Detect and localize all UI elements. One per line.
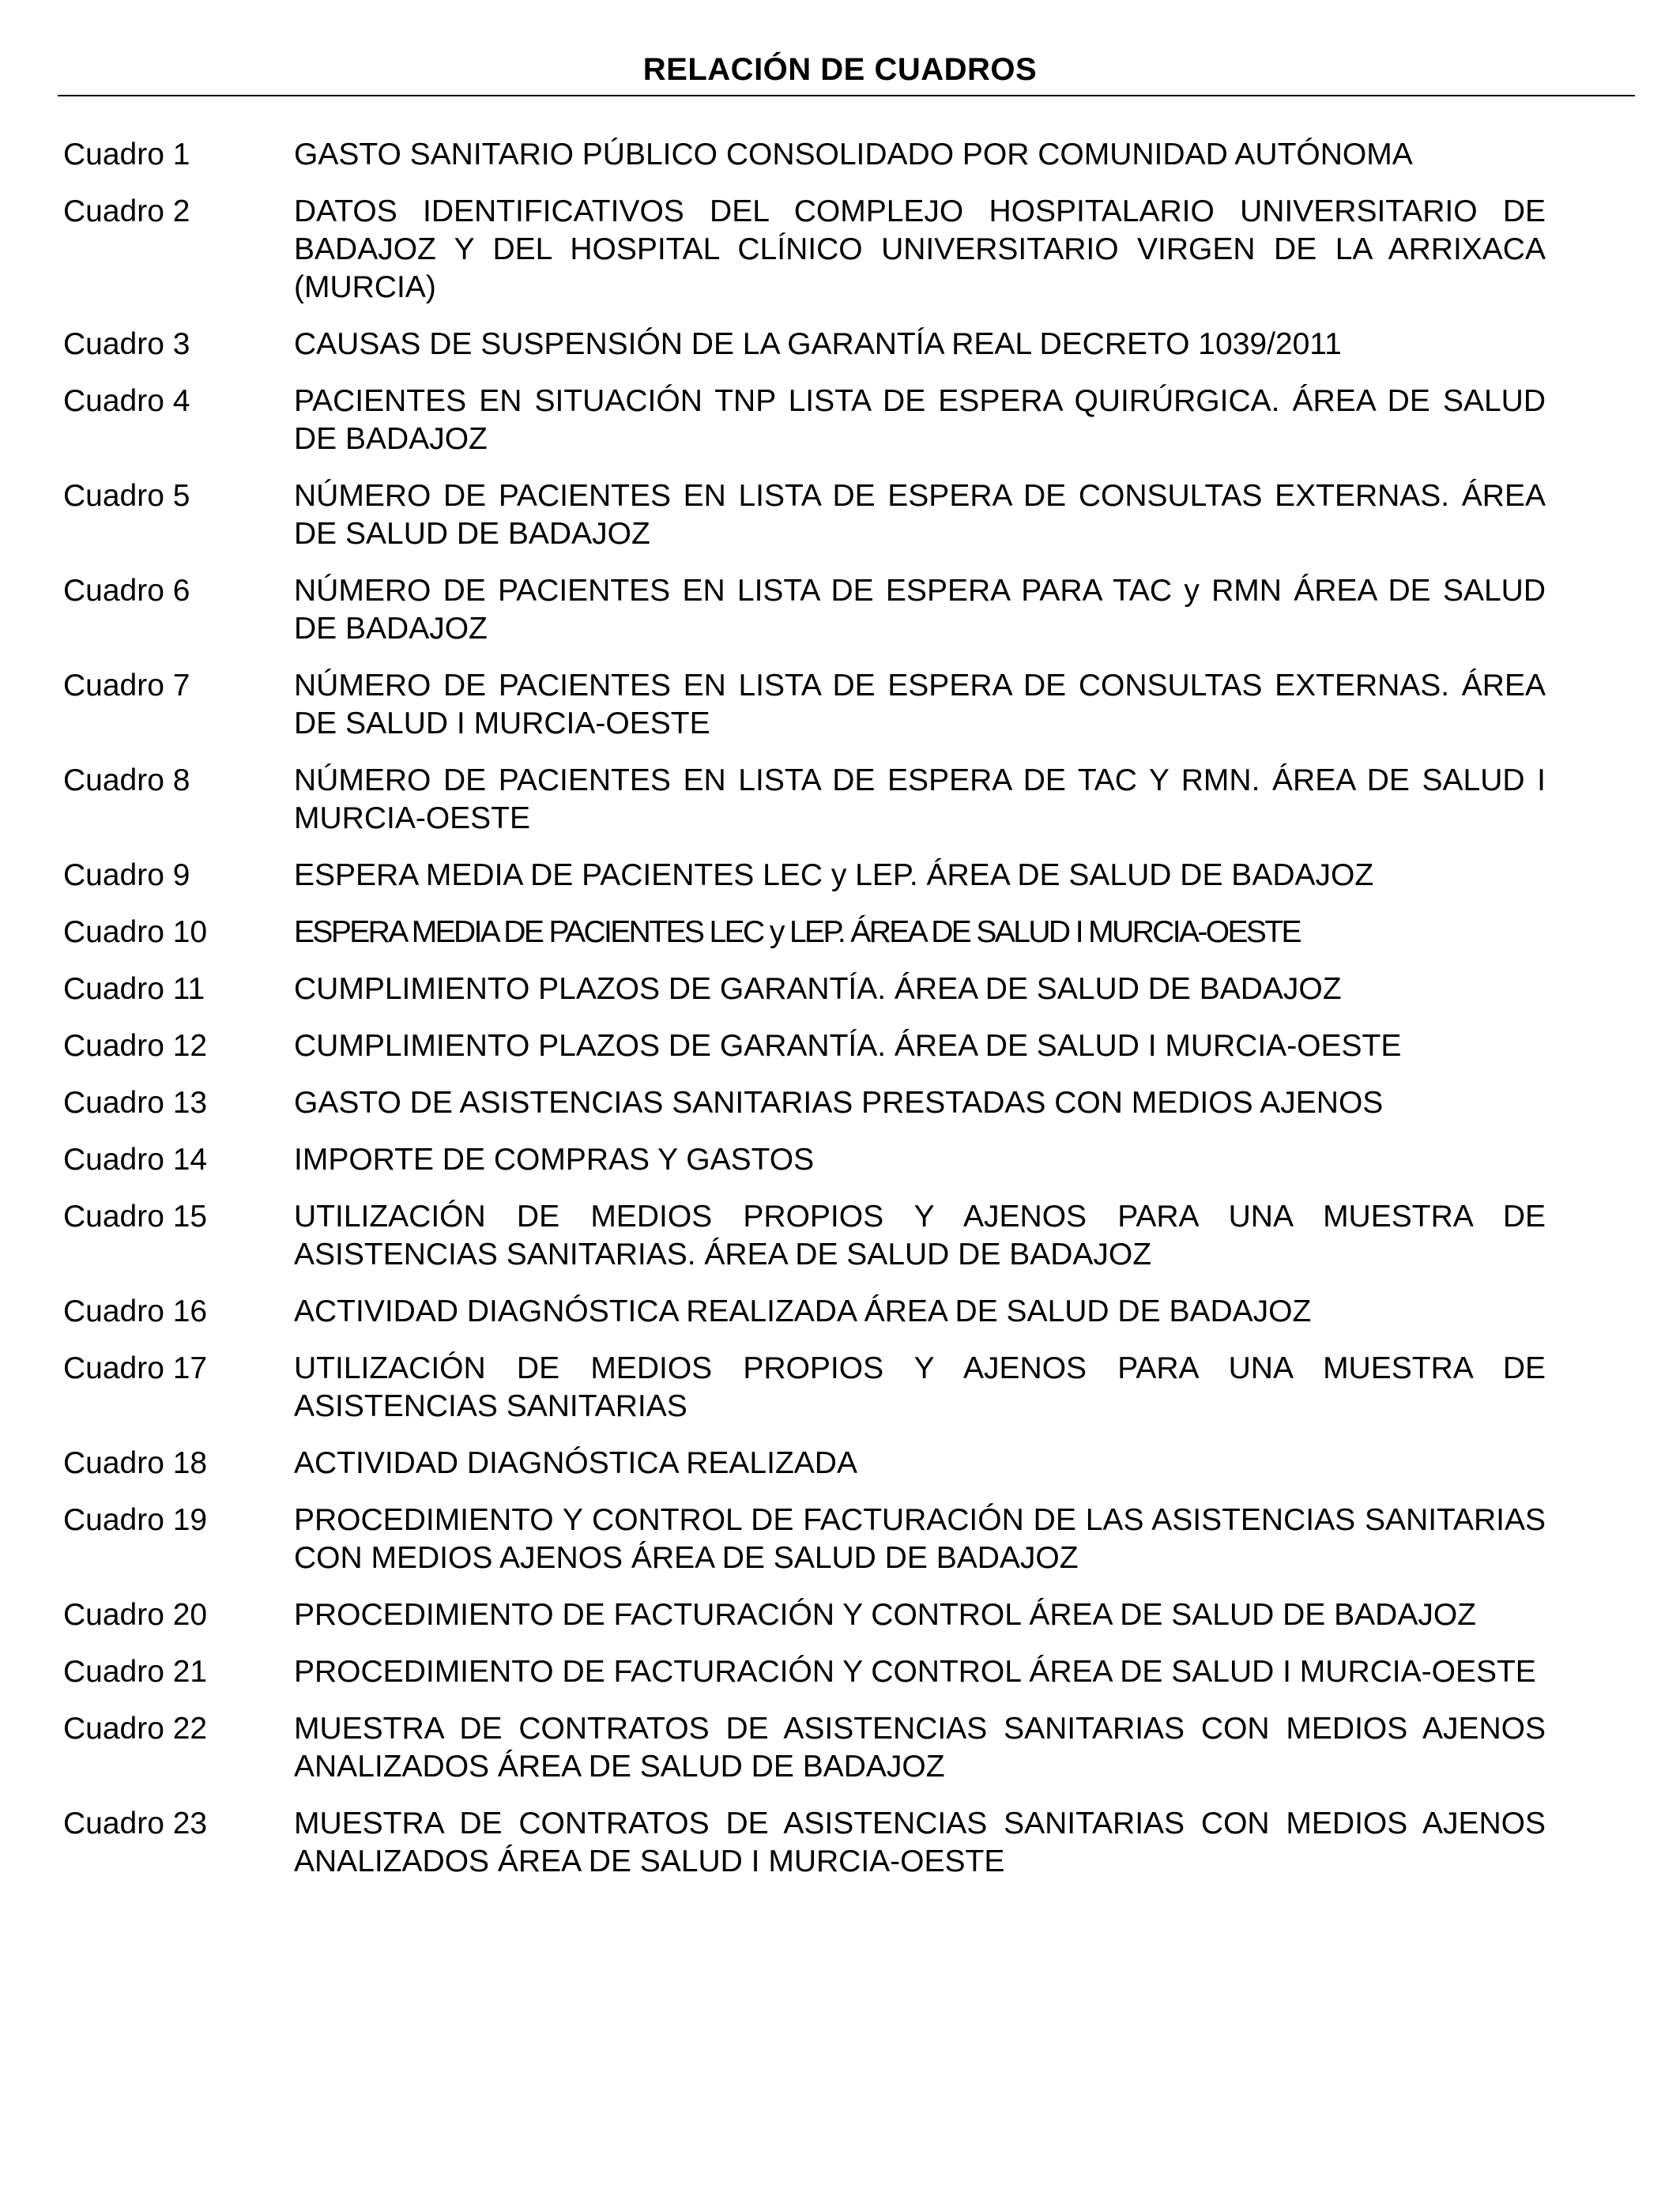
- entry-text: ESPERA MEDIA DE PACIENTES LEC y LEP. ÁREA DE SALUD DE BADAJOZ: [294, 858, 1374, 892]
- list-item: [63, 1501, 1546, 1577]
- entry-label: Cuadro 12: [63, 1029, 208, 1063]
- list-item: [63, 1141, 1546, 1179]
- entry-label: Cuadro 8: [63, 763, 190, 797]
- list-item: [63, 762, 1546, 838]
- list-item: [63, 382, 1546, 458]
- entry-text: CUMPLIMIENTO PLAZOS DE GARANTÍA. ÁREA DE SALUD I MURCIA-OESTE: [294, 1029, 1402, 1063]
- entry-label: Cuadro 4: [63, 384, 190, 418]
- entry-text: ESPERA MEDIA DE PACIENTES LEC y LEP. ÁREA DE SALUD I MURCIA-OESTE: [294, 915, 1300, 949]
- entry-label: Cuadro 13: [63, 1086, 208, 1120]
- entry-label: Cuadro 7: [63, 669, 190, 703]
- entry-label: Cuadro 10: [63, 915, 208, 949]
- list-item: [63, 667, 1546, 743]
- entry-text: CUMPLIMIENTO PLAZOS DE GARANTÍA. ÁREA DE SALUD DE BADAJOZ: [294, 972, 1342, 1006]
- list-item: [63, 1596, 1546, 1634]
- entry-text: GASTO DE ASISTENCIAS SANITARIAS PRESTADAS CON MEDIOS AJENOS: [294, 1086, 1384, 1120]
- list-item: [63, 572, 1546, 648]
- entry-label: Cuadro 6: [63, 574, 190, 608]
- list-item: [63, 326, 1546, 364]
- entry-label: Cuadro 14: [63, 1143, 208, 1177]
- list-item: [63, 136, 1546, 174]
- entry-label: Cuadro 15: [63, 1200, 208, 1234]
- list-item: [63, 477, 1546, 553]
- entry-text: MUESTRA DE CONTRATOS DE ASISTENCIAS SANITARIAS CON MEDIOS AJENOS ANALIZADOS ÁREA DE SALUD DE BADAJOZ: [294, 1712, 1546, 1784]
- entry-label: Cuadro 22: [63, 1712, 208, 1746]
- list-item: [63, 914, 1546, 951]
- entry-label: Cuadro 1: [63, 138, 190, 171]
- entry-label: Cuadro 18: [63, 1446, 208, 1480]
- entry-label: Cuadro 11: [63, 972, 205, 1006]
- entry-text: ACTIVIDAD DIAGNÓSTICA REALIZADA ÁREA DE SALUD DE BADAJOZ: [294, 1294, 1312, 1328]
- entry-text: UTILIZACIÓN DE MEDIOS PROPIOS Y AJENOS PARA UNA MUESTRA DE ASISTENCIAS SANITARIAS. ÁREA DE SALUD DE BADAJOZ: [294, 1200, 1546, 1272]
- entry-text: PACIENTES EN SITUACIÓN TNP LISTA DE ESPERA QUIRÚRGICA. ÁREA DE SALUD DE BADAJOZ: [294, 384, 1546, 456]
- list-item: [63, 1805, 1546, 1881]
- entry-text: DATOS IDENTIFICATIVOS DEL COMPLEJO HOSPITALARIO UNIVERSITARIO DE BADAJOZ Y DEL HOSPITAL CLÍNICO UNIVERSITARIO VIRGEN DE LA ARRIXACA (MURCIA): [294, 194, 1546, 304]
- entry-text: CAUSAS DE SUSPENSIÓN DE LA GARANTÍA REAL DECRETO 1039/2011: [294, 327, 1342, 361]
- entry-text: NÚMERO DE PACIENTES EN LISTA DE ESPERA DE TAC Y RMN. ÁREA DE SALUD I MURCIA-OESTE: [294, 763, 1546, 835]
- entry-text: PROCEDIMIENTO DE FACTURACIÓN Y CONTROL ÁREA DE SALUD DE BADAJOZ: [294, 1598, 1476, 1632]
- entry-text: NÚMERO DE PACIENTES EN LISTA DE ESPERA DE CONSULTAS EXTERNAS. ÁREA DE SALUD DE BADAJOZ: [294, 479, 1546, 551]
- list-item: [63, 1445, 1546, 1483]
- entry-label: Cuadro 21: [63, 1655, 208, 1689]
- entry-text: IMPORTE DE COMPRAS Y GASTOS: [294, 1143, 815, 1177]
- entry-text: UTILIZACIÓN DE MEDIOS PROPIOS Y AJENOS PARA UNA MUESTRA DE ASISTENCIAS SANITARIAS: [294, 1351, 1546, 1423]
- list-item: [63, 1027, 1546, 1065]
- list-item: [63, 857, 1546, 895]
- entry-label: Cuadro 23: [63, 1807, 208, 1840]
- entry-text: MUESTRA DE CONTRATOS DE ASISTENCIAS SANITARIAS CON MEDIOS AJENOS ANALIZADOS ÁREA DE SALUD I MURCIA-OESTE: [294, 1807, 1546, 1878]
- entry-text: PROCEDIMIENTO Y CONTROL DE FACTURACIÓN DE LAS ASISTENCIAS SANITARIAS CON MEDIOS AJENOS ÁREA DE SALUD DE BADAJOZ: [294, 1503, 1546, 1575]
- entry-text: PROCEDIMIENTO DE FACTURACIÓN Y CONTROL ÁREA DE SALUD I MURCIA-OESTE: [294, 1655, 1536, 1689]
- entry-text: NÚMERO DE PACIENTES EN LISTA DE ESPERA PARA TAC y RMN ÁREA DE SALUD DE BADAJOZ: [294, 574, 1546, 646]
- cuadros-list: [63, 136, 1546, 1900]
- entry-label: Cuadro 5: [63, 479, 190, 513]
- entry-label: Cuadro 19: [63, 1503, 208, 1537]
- title-divider: [58, 95, 1635, 96]
- entry-label: Cuadro 20: [63, 1598, 208, 1632]
- list-item: [63, 193, 1546, 307]
- list-item: [63, 1350, 1546, 1426]
- entry-label: Cuadro 16: [63, 1294, 208, 1328]
- list-item: [63, 1653, 1546, 1691]
- list-item: [63, 1293, 1546, 1331]
- entry-text: NÚMERO DE PACIENTES EN LISTA DE ESPERA DE CONSULTAS EXTERNAS. ÁREA DE SALUD I MURCIA-OESTE: [294, 669, 1546, 740]
- entry-text: ACTIVIDAD DIAGNÓSTICA REALIZADA: [294, 1446, 857, 1480]
- list-item: [63, 1710, 1546, 1786]
- entry-label: Cuadro 2: [63, 194, 190, 228]
- entry-label: Cuadro 9: [63, 858, 190, 892]
- page-title: RELACIÓN DE CUADROS: [642, 52, 1038, 87]
- list-item: [63, 1198, 1546, 1274]
- entry-text: GASTO SANITARIO PÚBLICO CONSOLIDADO POR COMUNIDAD AUTÓNOMA: [294, 138, 1413, 171]
- entry-label: Cuadro 17: [63, 1351, 208, 1385]
- list-item: [63, 1084, 1546, 1122]
- entry-label: Cuadro 3: [63, 327, 190, 361]
- list-item: [63, 970, 1546, 1008]
